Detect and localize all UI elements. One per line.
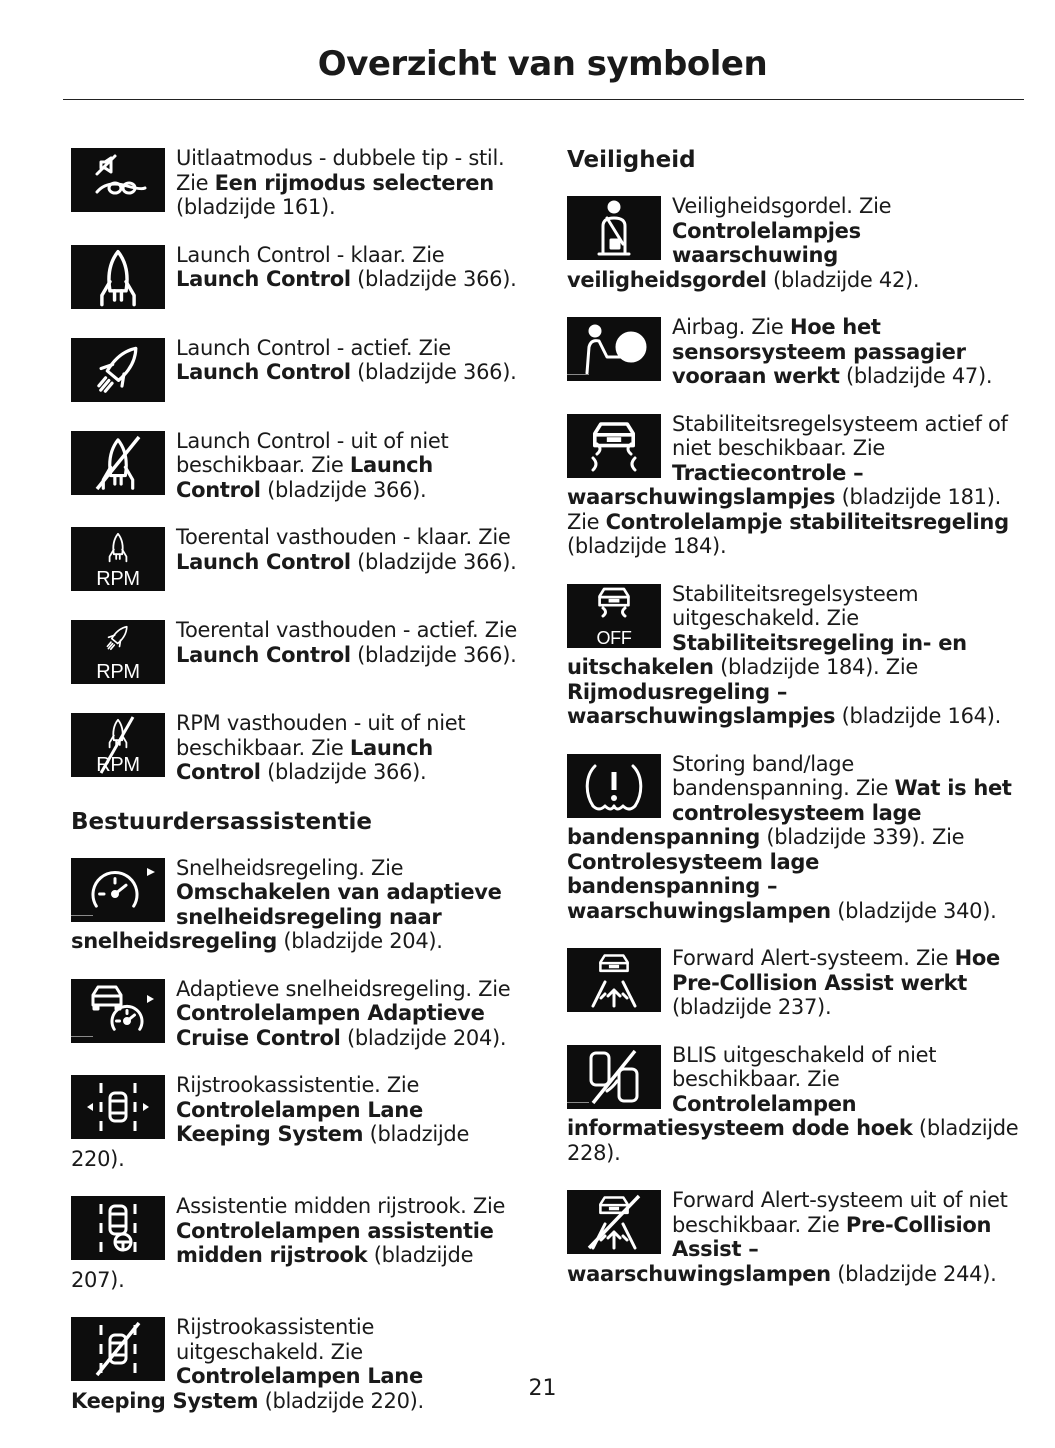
description-text: RPM vasthouden - uit of niet beschikbaar. Zie xyxy=(176,711,466,760)
symbol-entry xyxy=(567,946,1019,1020)
description-text: (bladzijde 366). xyxy=(350,642,517,667)
airbag-icon xyxy=(567,317,661,381)
description-text: (bladzijde 220). xyxy=(71,1122,470,1171)
cross-reference: Hoe het sensorsysteem passagier vooraan werkt xyxy=(672,315,966,388)
symbol-entry xyxy=(71,618,523,688)
description-text: (bladzijde 237). xyxy=(672,995,832,1019)
symbol-entry xyxy=(567,1043,1019,1166)
description-text: Snelheidsregeling. Zie xyxy=(176,855,404,880)
symbol-entry xyxy=(71,146,523,220)
page-title: Overzicht van symbolen xyxy=(317,44,768,84)
description-text: Forward Alert-systeem uit of niet beschikbaar. Zie xyxy=(672,1188,1008,1237)
description-text: (bladzijde 244). xyxy=(830,1261,997,1286)
svg-text:RPM: RPM xyxy=(96,661,140,683)
symbol-entry xyxy=(71,977,523,1051)
description-text: Toerental vasthouden - klaar. Zie xyxy=(176,525,511,549)
description-text: Rijstrookassistentie. Zie xyxy=(176,1073,420,1097)
symbol-entry xyxy=(567,194,1019,292)
cross-reference: Launch Control xyxy=(176,642,351,667)
description-text: (bladzijde 161). xyxy=(176,195,336,219)
description-text: Forward Alert-systeem. Zie xyxy=(672,946,955,970)
description-text: (bladzijde 204). xyxy=(276,929,443,953)
cross-reference: Tractiecontrole – waarschuwingslampjes xyxy=(567,460,864,509)
page-number: 21 xyxy=(528,1376,557,1401)
left-column xyxy=(71,146,523,1436)
description-text: Veiligheidsgordel. Zie xyxy=(672,194,892,218)
description-text: (bladzijde 340). xyxy=(830,898,997,923)
cross-reference: Controlelampjes waarschuwing veiligheidsgordel xyxy=(567,218,861,292)
description-text: Storing band/lage bandenspanning. Zie xyxy=(672,751,895,800)
symbol-entry xyxy=(567,752,1019,924)
svg-text:RPM: RPM xyxy=(96,754,140,776)
cross-reference: Launch Control xyxy=(176,453,433,502)
section-heading-driver-assist: Bestuurdersassistentie xyxy=(71,808,372,835)
cross-reference: Pre-Collision Assist – waarschuwingslampen xyxy=(567,1212,992,1286)
rpm-hold-ready-icon xyxy=(71,527,165,591)
symbol-entry xyxy=(71,856,523,954)
symbol-entry xyxy=(71,1194,523,1292)
description-text: Assistentie midden rijstrook. Zie xyxy=(176,1194,506,1218)
seatbelt-icon xyxy=(567,196,661,260)
lane-centering-icon xyxy=(71,1196,165,1260)
description-text: (bladzijde 181). Zie xyxy=(567,485,1001,534)
description-text: Toerental vasthouden - actief. Zie xyxy=(176,618,518,642)
symbol-entry xyxy=(567,1188,1019,1286)
cross-reference: Stabiliteitsregeling in- en uitschakelen xyxy=(567,630,967,679)
description-text: Launch Control - actief. Zie xyxy=(176,335,451,360)
description-text: (bladzijde 184). xyxy=(567,534,727,558)
cross-reference: Launch Control xyxy=(176,549,351,574)
description-text: Launch Control - uit of niet beschikbaar. Zie xyxy=(176,428,449,477)
cross-reference: Launch Control xyxy=(176,267,351,291)
description-text: (bladzijde 47). xyxy=(839,364,993,388)
forward-alert-off-icon xyxy=(567,1190,661,1254)
symbol-entry xyxy=(71,711,523,785)
cross-reference: Omschakelen van adaptieve snelheidsregeling naar snelheidsregeling xyxy=(71,880,502,953)
cross-reference: Controlelampen assistentie midden rijstrook xyxy=(176,1218,494,1267)
launch-control-ready-icon xyxy=(71,245,165,309)
symbol-entry xyxy=(71,336,523,406)
symbol-entry xyxy=(71,525,523,595)
svg-text:RPM: RPM xyxy=(96,568,140,590)
description-text: Stabiliteitsregelsysteem actief of niet beschikbaar. Zie xyxy=(672,411,1008,460)
rpm-hold-off-icon xyxy=(71,713,165,777)
description-text: Stabiliteitsregelsysteem uitgeschakeld. Zie xyxy=(672,581,919,630)
symbol-entry xyxy=(567,412,1019,559)
cross-reference: Hoe Pre-Collision Assist werkt xyxy=(672,946,1000,995)
description-text: Airbag. Zie xyxy=(672,315,790,339)
description-text: (bladzijde 42). xyxy=(766,267,920,292)
cross-reference: Controlelampje stabiliteitsregeling xyxy=(605,509,1009,534)
title-rule xyxy=(63,99,1024,100)
tire-pressure-icon xyxy=(567,754,661,818)
cross-reference: Launch Control xyxy=(176,360,351,384)
description-text: (bladzijde 184). Zie xyxy=(713,655,919,679)
description-text: (bladzijde 164). xyxy=(835,704,1001,728)
right-column xyxy=(567,146,1019,1309)
lane-keeping-icon xyxy=(71,1075,165,1139)
symbol-entry xyxy=(71,243,523,313)
cross-reference: Controlelampen informatiesysteem dode hoek xyxy=(567,1091,913,1140)
description-text: (bladzijde 220). xyxy=(258,1388,424,1413)
symbol-list xyxy=(71,856,523,1414)
cross-reference: Controlesysteem lage bandenspanning – waarschuwingslampen xyxy=(567,849,831,923)
symbol-entry xyxy=(567,315,1019,389)
svg-text:OFF: OFF xyxy=(596,627,632,648)
cross-reference: Een rijmodus selecteren xyxy=(214,170,494,195)
description-text: Rijstrookassistentie uitgeschakeld. Zie xyxy=(176,1315,375,1364)
description-text: Adaptieve snelheidsregeling. Zie xyxy=(176,976,511,1001)
adaptive-cruise-control-icon xyxy=(71,979,165,1043)
forward-alert-icon xyxy=(567,948,661,1012)
symbol-entry xyxy=(71,429,523,503)
cross-reference: Rijmodusregeling – waarschuwingslampjes xyxy=(567,679,836,728)
description-text: Launch Control - klaar. Zie xyxy=(176,242,445,267)
description-text: (bladzijde 204). xyxy=(340,1025,507,1050)
lane-keeping-off-icon xyxy=(71,1317,165,1381)
rpm-hold-active-icon xyxy=(71,620,165,684)
symbol-list xyxy=(71,146,523,785)
cross-reference: Launch Control xyxy=(176,735,433,784)
symbol-entry xyxy=(71,1073,523,1171)
description-text: (bladzijde 366). xyxy=(350,267,517,291)
cross-reference: Wat is het controlesysteem lage bandenspanning xyxy=(567,776,1012,849)
description-text: Uitlaatmodus - dubbele tip - stil. Zie xyxy=(176,146,505,195)
stability-control-icon xyxy=(567,414,661,478)
description-text: (bladzijde 366). xyxy=(350,360,517,384)
description-text: (bladzijde 366). xyxy=(260,477,427,502)
description-text: BLIS uitgeschakeld of niet beschikbaar. Zie xyxy=(672,1042,937,1091)
description-text: (bladzijde 339). Zie xyxy=(759,825,965,849)
section-heading-safety: Veiligheid xyxy=(567,147,696,173)
exhaust-mode-quiet-icon xyxy=(71,148,165,212)
stability-control-off-icon xyxy=(567,584,661,648)
cross-reference: Controlelampen Lane Keeping System xyxy=(71,1364,423,1413)
launch-control-off-icon xyxy=(71,431,165,495)
cross-reference: Controlelampen Adaptieve Cruise Control xyxy=(176,1001,485,1050)
launch-control-active-icon xyxy=(71,338,165,402)
cross-reference: Controlelampen Lane Keeping System xyxy=(176,1097,423,1146)
cruise-control-icon xyxy=(71,858,165,922)
description-text: (bladzijde 207). xyxy=(71,1243,474,1292)
description-text: (bladzijde 366). xyxy=(260,760,427,784)
description-text: (bladzijde 228). xyxy=(567,1116,1019,1165)
description-text: (bladzijde 366). xyxy=(350,549,517,574)
symbol-list xyxy=(567,194,1019,1286)
symbol-entry xyxy=(567,582,1019,729)
blis-off-icon xyxy=(567,1045,661,1109)
